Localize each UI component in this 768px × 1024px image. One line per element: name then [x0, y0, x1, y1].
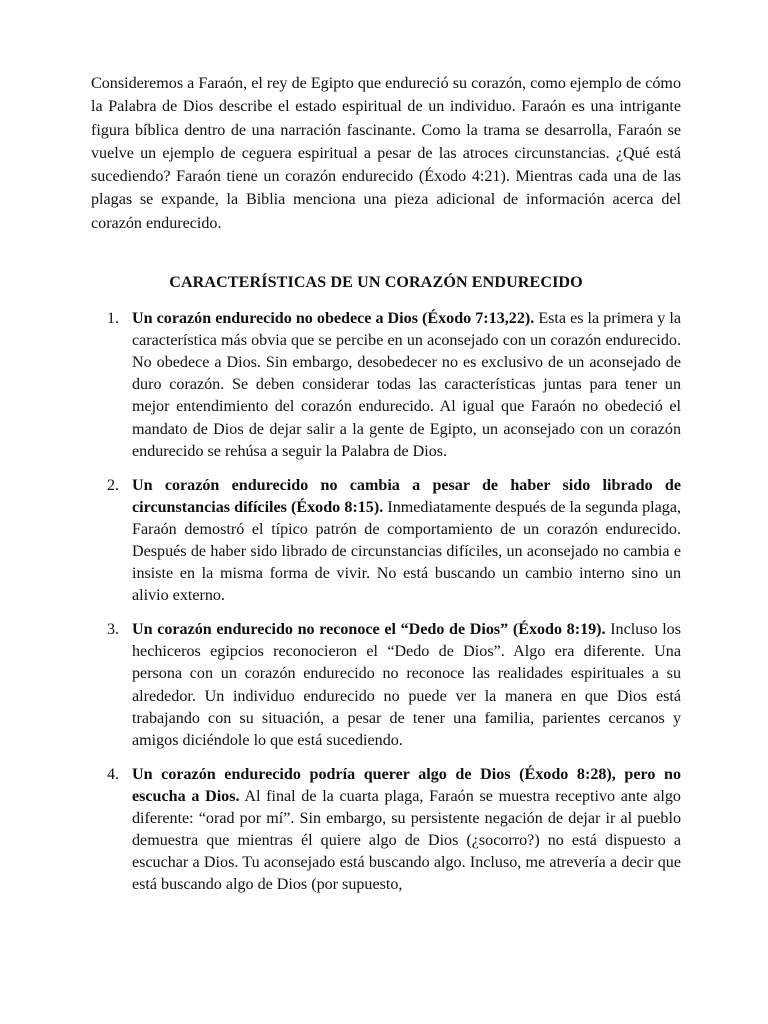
list-item	[91, 475, 681, 608]
intro-paragraph: Consideremos a Faraón, el rey de Egipto que endureció su corazón, como ejemplo de cómo la Palabra de Dios describe el estado espiritual de un individuo. Faraón es una intrigante figura bíblica dentro de una narración fascinante. Como la trama se desarrolla, Faraón se vuelve un ejemplo de ceguera espiritual a pesar de las atroces circunstancias. ¿Qué está sucediendo? Faraón tiene un corazón endurecido (Éxodo 4:21). Mientras cada una de las plagas se expande, la Biblia menciona una pieza adicional de información acerca del corazón endurecido.	[91, 75, 681, 232]
list-item-lead: Un corazón endurecido no reconoce el “Dedo de Dios” (Éxodo 8:19).	[132, 621, 606, 639]
list-item	[91, 764, 681, 897]
section-heading: CARACTERÍSTICAS DE UN CORAZÓN ENDURECIDO	[169, 274, 583, 292]
list-item-body: Esta es la primera y la característica más obvia que se percibe en un aconsejado con un corazón endurecido. No obedece a Dios. Sin embargo, desobedecer no es exclusivo de un aconsejado de duro corazón. Se deben considerar todas las características juntas para tener un mejor entendimiento del corazón endurecido. Al igual que Faraón no obedeció el mandato de Dios de dejar salir a la gente de Egipto, un aconsejado con un corazón endurecido se rehúsa a seguir la Palabra de Dios.	[132, 310, 681, 460]
characteristics-list	[91, 308, 681, 896]
list-item-number: 2.	[107, 476, 120, 494]
list-item-lead: Un corazón endurecido no cambia a pesar de haber sido librado de circunstancias difíciles (Éxodo 8:15).	[132, 476, 681, 516]
list-item-body: Incluso los hechiceros egipcios reconocieron el “Dedo de Dios”. Algo era diferente. Una persona con un corazón endurecido no reconoce las realidades espirituales a su alrededor. Un individuo endurecido no puede ver la manera en que Dios está trabajando con su situación, a pesar de tener una familia, parientes cercanos y amigos diciéndole lo que está sucediendo.	[132, 621, 681, 749]
list-item-body: Al final de la cuarta plaga, Faraón se muestra receptivo ante algo diferente: “orad por mí”. Sin embargo, su persistente negación de dejar ir al pueblo demuestra que mientras él quiere algo de Dios (¿socorro?) no está dispuesto a escuchar a Dios. Tu aconsejado está buscando algo. Incluso, me atrevería a decir que está buscando algo de Dios (por supuesto,	[132, 787, 681, 894]
list-item-lead: Un corazón endurecido podría querer algo de Dios (Éxodo 8:28), pero no escucha a Dios.	[132, 765, 681, 805]
list-item-number: 4.	[107, 765, 120, 783]
list-item-lead: Un corazón endurecido no obedece a Dios (Éxodo 7:13,22).	[132, 310, 535, 328]
list-item	[91, 619, 681, 752]
list-item-number: 1.	[107, 310, 120, 328]
list-item	[91, 308, 681, 463]
list-item-body: Inmediatamente después de la segunda plaga, Faraón demostró el típico patrón de comportamiento de un corazón endurecido. Después de haber sido librado de circunstancias difíciles, un aconsejado no cambia e insiste en la misma forma de vivir. No está buscando un cambio interno sino un alivio externo.	[132, 498, 681, 605]
list-item-number: 3.	[107, 621, 120, 639]
